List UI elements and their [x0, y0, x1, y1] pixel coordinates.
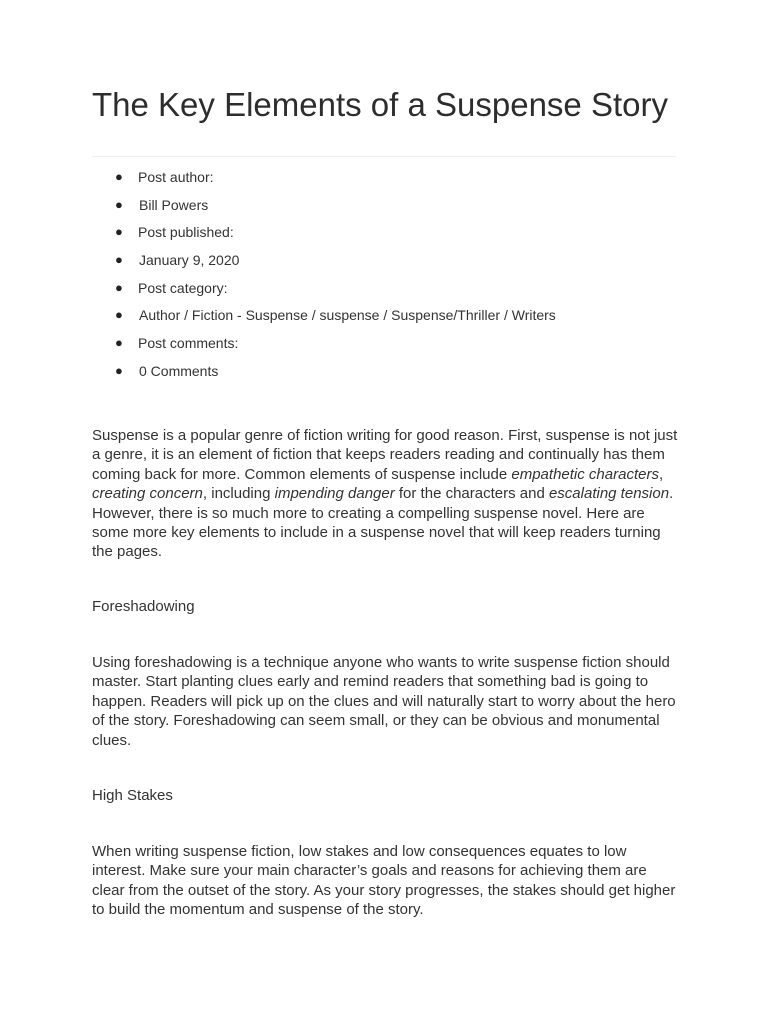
published-date-link[interactable]: January 9, 2020 — [139, 252, 240, 269]
comments-link[interactable]: 0 Comments — [139, 362, 219, 379]
page-title: The Key Elements of a Suspense Story — [92, 86, 668, 123]
meta-text: Post comments: — [138, 335, 239, 352]
meta-text: Post category: — [138, 279, 228, 296]
title-divider — [92, 156, 676, 157]
section-heading-foreshadowing: Foreshadowing — [92, 598, 195, 615]
bullet-icon: ● — [115, 307, 123, 323]
meta-value-published[interactable] — [92, 248, 556, 276]
meta-label-published — [92, 220, 556, 248]
bullet-icon: ● — [115, 279, 123, 295]
meta-value-category[interactable] — [92, 303, 556, 331]
bullet-icon: ● — [115, 335, 123, 351]
post-meta-list — [92, 165, 556, 387]
section-body-high-stakes: When writing suspense fiction, low stakes and low consequences equates to low interest. Make sure your main character’s goals and reasons for achieving them are clear from the outset of the story. As your story progresses, the stakes should get higher to build the momentum and suspense of the story. — [92, 843, 676, 919]
bullet-icon: ● — [115, 224, 123, 240]
meta-label-category — [92, 276, 556, 304]
section-body-foreshadowing: Using foreshadowing is a technique anyone who wants to write suspense fiction should master. Start planting clues early and remind readers that something bad is going to happen. Readers will pick up on the clues and will naturally start to worry about the hero of the story. Foreshadowing can seem small, or they can be obvious and monumental clues. — [92, 654, 676, 749]
bullet-icon: ● — [115, 196, 123, 212]
meta-text: Post published: — [138, 224, 234, 241]
meta-label-comments — [92, 331, 556, 359]
category-links[interactable]: Author / Fiction - Suspense / suspense / Suspense/Thriller / Writers — [139, 307, 556, 324]
meta-value-comments[interactable] — [92, 359, 556, 387]
meta-label-author — [92, 165, 556, 193]
meta-value-author[interactable] — [92, 193, 556, 221]
section-heading-high-stakes: High Stakes — [92, 787, 173, 804]
bullet-icon: ● — [115, 169, 123, 184]
bullet-icon: ● — [115, 252, 123, 268]
bullet-icon: ● — [115, 362, 123, 378]
author-link[interactable]: Bill Powers — [139, 196, 209, 213]
meta-text: Post author: — [138, 169, 214, 185]
intro-paragraph: Suspense is a popular genre of fiction writing for good reason. First, suspense is not just a genre, it is an element of fiction that keeps readers reading and continually has them coming back for more. Common elements of suspense include empathetic characters, creating concern, including impending danger for the characters and escalating tension. However, there is so much more to creating a compelling suspense novel. Here are some more key elements to include in a suspense novel that will keep readers turning the pages. — [92, 427, 678, 561]
